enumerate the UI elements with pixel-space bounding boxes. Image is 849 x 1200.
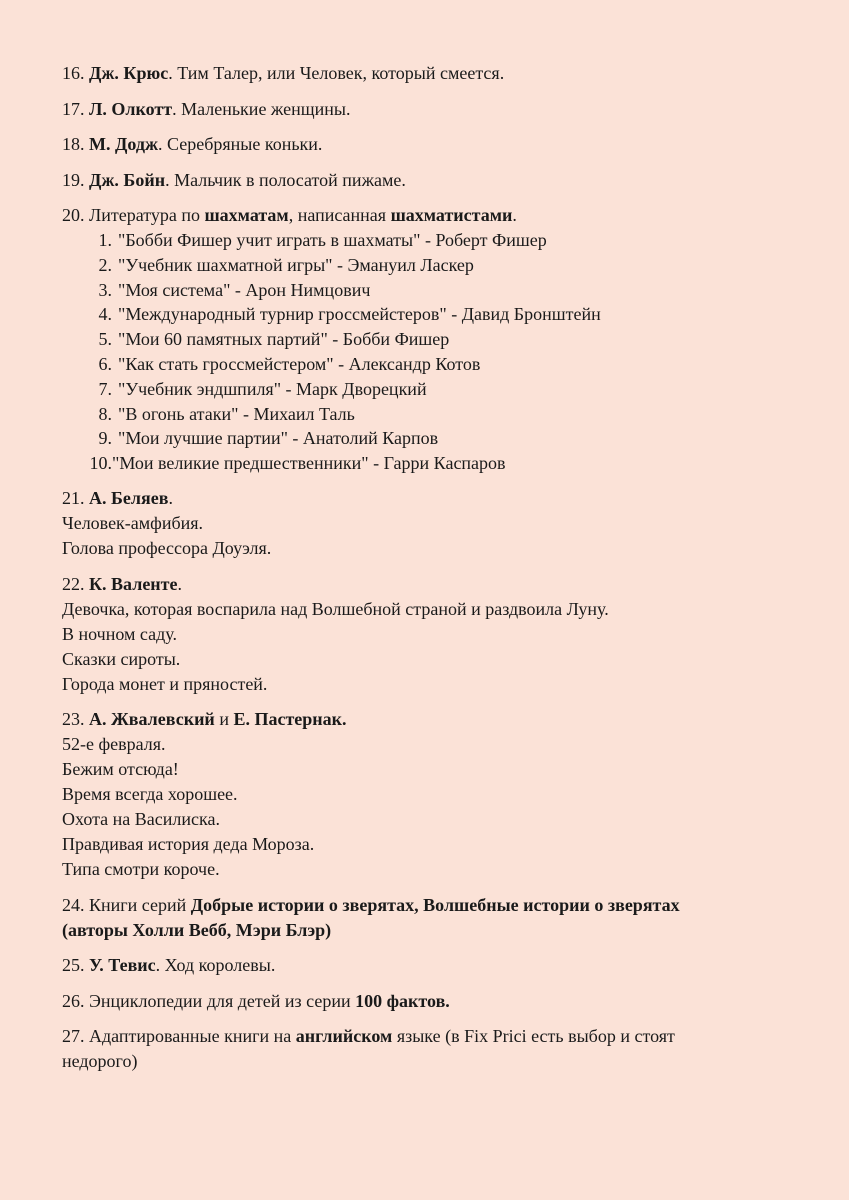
- sublist-text: "Как стать гроссмейстером" - Александр Котов: [118, 353, 481, 374]
- text-run: Время всегда хорошее.: [62, 784, 238, 805]
- text-line: [62, 807, 802, 832]
- bold-text: 100 фактов.: [355, 990, 450, 1011]
- text-run: Человек-амфибия.: [62, 513, 204, 534]
- sublist-item: [62, 302, 802, 327]
- bold-text: (авторы Холли Вебб, Мэри Блэр): [62, 919, 332, 940]
- sublist-text: "Международный турнир гроссмейстеров" - Давид Бронштейн: [118, 304, 601, 325]
- text-line: [62, 953, 802, 978]
- text-line: [62, 597, 802, 622]
- list-item: [62, 97, 802, 122]
- list-item: [62, 203, 802, 476]
- text-run: 27. Адаптированные книги на: [62, 1026, 296, 1047]
- text-line: [62, 1049, 802, 1074]
- text-run: недорого): [62, 1051, 138, 1072]
- bold-text: А. Жвалевский: [89, 709, 215, 730]
- sublist-item: [62, 402, 802, 427]
- text-line: [62, 672, 802, 697]
- sublist-number: 10.: [89, 453, 112, 474]
- text-line: [62, 622, 802, 647]
- sublist-number: 2.: [98, 254, 112, 275]
- list-item: [62, 893, 802, 943]
- text-line: [62, 511, 802, 536]
- list-item: [62, 168, 802, 193]
- sublist-item: [62, 228, 802, 253]
- text-line: [62, 832, 802, 857]
- text-run: .: [177, 573, 183, 594]
- text-line: [62, 893, 802, 918]
- text-run: Города монет и пряностей.: [62, 673, 268, 694]
- text-run: . Серебряные коньки.: [158, 134, 323, 154]
- text-line: [62, 918, 802, 943]
- text-run: 52-е февраля.: [62, 734, 166, 755]
- text-run: и: [214, 709, 234, 730]
- text-line: [62, 647, 802, 672]
- text-run: 25.: [62, 955, 89, 976]
- sublist-number: 9.: [98, 428, 112, 449]
- text-run: Бежим отсюда!: [62, 759, 179, 780]
- text-run: . Мальчик в полосатой пижаме.: [165, 169, 406, 190]
- text-run: В ночном саду.: [62, 623, 177, 644]
- bold-text: М. Додж: [89, 134, 159, 154]
- bold-text: английском: [295, 1026, 393, 1047]
- sublist-number: 3.: [98, 279, 112, 300]
- text-line: [62, 989, 802, 1014]
- text-run: 16.: [62, 63, 89, 83]
- bold-text: Дж. Бойн: [89, 169, 166, 190]
- sublist-item: [62, 451, 802, 476]
- text-run: Девочка, которая воспарила над Волшебной страной и раздвоила Луну.: [62, 598, 609, 619]
- text-run: 18.: [62, 134, 89, 154]
- sublist-number: 5.: [98, 329, 112, 350]
- text-run: 20. Литература по: [62, 205, 205, 225]
- sublist-text: "Мои 60 памятных партий" - Бобби Фишер: [118, 329, 450, 350]
- text-run: . Ход королевы.: [155, 955, 276, 976]
- sublist-item: [62, 327, 802, 352]
- text-line: [62, 132, 802, 157]
- text-line: [62, 572, 802, 597]
- text-line: [62, 203, 802, 228]
- sublist-text: "Мои великие предшественники" - Гарри Каспаров: [112, 453, 506, 474]
- sublist-text: "В огонь атаки" - Михаил Таль: [118, 403, 355, 424]
- text-run: 26. Энциклопедии для детей из серии: [62, 990, 356, 1011]
- text-run: 24. Книги серий: [62, 894, 191, 915]
- text-line: [62, 782, 802, 807]
- text-run: Типа смотри короче.: [62, 859, 220, 880]
- list-item: [62, 486, 802, 561]
- text-run: Охота на Василиска.: [62, 809, 220, 830]
- sublist-text: "Моя система" - Арон Нимцович: [118, 279, 371, 300]
- list-item: [62, 61, 802, 86]
- list-item: [62, 707, 802, 882]
- text-run: 23.: [62, 709, 89, 730]
- sublist-number: 7.: [98, 378, 112, 399]
- bold-text: А. Беляев: [89, 488, 169, 509]
- sublist-text: "Бобби Фишер учит играть в шахматы" - Роберт Фишер: [118, 230, 547, 250]
- text-line: [62, 97, 802, 122]
- list-item: [62, 132, 802, 157]
- sublist-number: 6.: [98, 353, 112, 374]
- list-item: [62, 572, 802, 697]
- text-line: [62, 486, 802, 511]
- text-run: 19.: [62, 169, 89, 190]
- sublist-item: [62, 253, 802, 278]
- text-run: Голова профессора Доуэля.: [62, 538, 272, 559]
- sublist-item: [62, 426, 802, 451]
- text-line: [62, 168, 802, 193]
- sublist-number: 8.: [98, 403, 112, 424]
- text-line: [62, 757, 802, 782]
- bold-text: шахматам: [204, 205, 289, 225]
- text-run: 17.: [62, 98, 89, 119]
- text-line: [62, 732, 802, 757]
- text-run: . Тим Талер, или Человек, который смеется.: [168, 63, 505, 83]
- text-run: языке (в Fix Prici есть выбор и стоят: [392, 1026, 675, 1047]
- list-item: [62, 989, 802, 1014]
- bold-text: шахматистами: [390, 205, 513, 225]
- sublist-text: "Мои лучшие партии" - Анатолий Карпов: [118, 428, 439, 449]
- document-page: [62, 61, 802, 1085]
- sublist-item: [62, 352, 802, 377]
- text-run: 21.: [62, 488, 89, 509]
- text-line: [62, 61, 802, 86]
- text-line: [62, 536, 802, 561]
- list-item: [62, 1024, 802, 1074]
- text-run: Правдивая история деда Мороза.: [62, 834, 315, 855]
- text-run: , написанная: [288, 205, 391, 225]
- bold-text: У. Тевис: [89, 955, 156, 976]
- sublist-text: "Учебник шахматной игры" - Эмануил Ласкер: [118, 254, 474, 275]
- sublist-item: [62, 278, 802, 303]
- text-line: [62, 1024, 802, 1049]
- sublist-number: 1.: [98, 230, 112, 250]
- sublist-item: [62, 377, 802, 402]
- bold-text: К. Валенте: [89, 573, 178, 594]
- sublist-text: "Учебник эндшпиля" - Марк Дворецкий: [118, 378, 427, 399]
- chess-books-list: [62, 228, 802, 476]
- text-line: [62, 857, 802, 882]
- sublist-number: 4.: [98, 304, 112, 325]
- bold-text: Дж. Крюс: [89, 63, 169, 83]
- text-run: .: [168, 488, 173, 509]
- text-line: [62, 707, 802, 732]
- text-run: .: [512, 205, 517, 225]
- bold-text: Добрые истории о зверятах, Волшебные истории о зверятах: [190, 894, 680, 915]
- text-run: Сказки сироты.: [62, 648, 181, 669]
- bold-text: Л. Олкотт: [89, 98, 173, 119]
- text-run: . Маленькие женщины.: [172, 98, 351, 119]
- bold-text: Е. Пастернак.: [233, 709, 347, 730]
- list-item: [62, 953, 802, 978]
- text-run: 22.: [62, 573, 89, 594]
